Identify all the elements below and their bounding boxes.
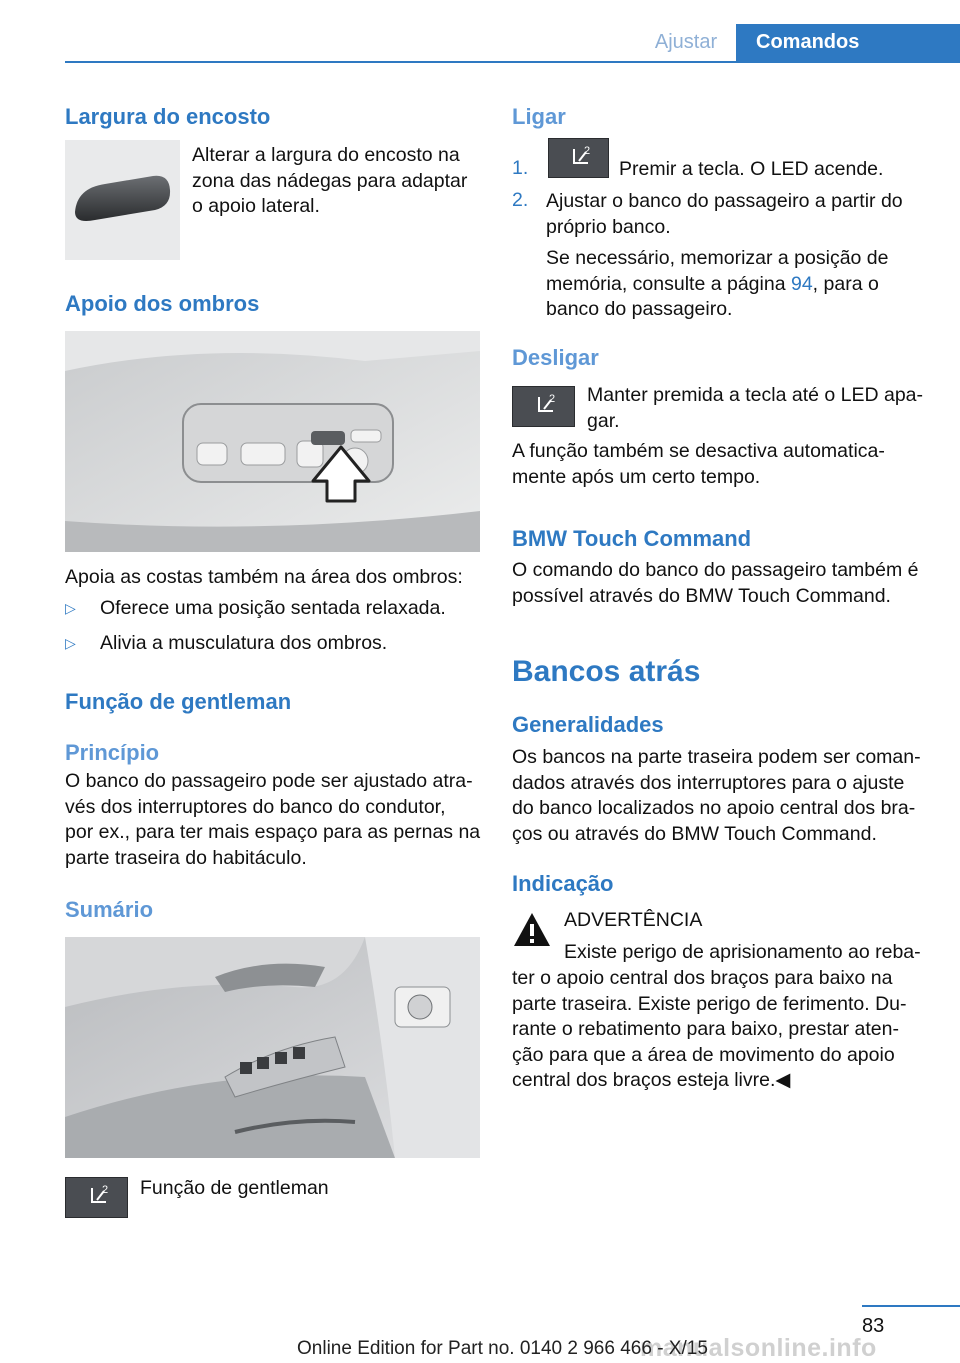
warning-triangle-icon bbox=[512, 910, 552, 950]
text-line: banco do passageiro. bbox=[546, 298, 733, 320]
heading-funcao-de-gentleman: Função de gentleman bbox=[65, 689, 292, 714]
text-line: o apoio lateral. bbox=[192, 195, 320, 217]
text-line: ter o apoio central dos braços para baixo na bbox=[512, 967, 893, 989]
text-line: Alterar a largura do encosto na bbox=[192, 144, 460, 166]
text-line: ços ou através do BMW Touch Command. bbox=[512, 822, 877, 845]
door-panel-image bbox=[65, 937, 480, 1158]
largura-text bbox=[192, 143, 467, 220]
svg-text:2: 2 bbox=[584, 145, 591, 157]
bullet-triangle-icon: ▷ bbox=[65, 635, 76, 651]
watermark: manualsonline.info bbox=[640, 1334, 877, 1362]
text-line: Os bancos na parte traseira podem ser coman‐ bbox=[512, 746, 921, 768]
step-1-text: Premir a tecla. O LED acende. bbox=[619, 158, 884, 180]
lumbar-switch-illustration bbox=[65, 140, 180, 260]
header-rule bbox=[65, 61, 960, 63]
heading-bmw-touch-command: BMW Touch Command bbox=[512, 526, 752, 551]
text-fragment: , para o bbox=[812, 272, 879, 295]
text-line: parte traseira do habitáculo. bbox=[65, 846, 307, 869]
heading-largura-do-encosto: Largura do encosto bbox=[65, 104, 271, 129]
gentleman-seat-icon bbox=[66, 1178, 127, 1217]
text-line: do banco localizados no apoio central dos bra‐ bbox=[512, 797, 916, 819]
heading-ligar: Ligar bbox=[512, 104, 566, 129]
text-line: vés dos interruptores do banco do condutor, bbox=[65, 795, 446, 818]
text-line: A função também se desactiva automatica‐ bbox=[512, 440, 885, 462]
seat-controls-illustration bbox=[65, 331, 480, 552]
text-line: ção para que a área de movimento do apoio bbox=[512, 1043, 895, 1066]
heading-principio: Princípio bbox=[65, 740, 160, 765]
tab-comandos[interactable]: Comandos bbox=[736, 24, 960, 61]
text-line: O banco do passageiro pode ser ajustado atra‐ bbox=[65, 770, 473, 792]
desligar-text bbox=[587, 383, 923, 434]
text-line bbox=[546, 272, 889, 298]
text-line: possível através do BMW Touch Command. bbox=[512, 584, 891, 607]
apoio-bullet-2: Alivia a musculatura dos ombros. bbox=[100, 632, 388, 654]
touch-text bbox=[512, 558, 919, 609]
text-line: parte traseira. Existe perigo de ferimento. Du‐ bbox=[512, 992, 907, 1015]
text-line: Ajustar o banco do passageiro a partir do bbox=[546, 190, 903, 212]
text-line: rante o rebatimento para baixo, prestar aten‐ bbox=[512, 1018, 899, 1040]
text-line: mente após um certo tempo. bbox=[512, 465, 761, 488]
tab-ajustar[interactable]: Ajustar bbox=[654, 31, 718, 53]
seat-controls-image bbox=[65, 331, 480, 552]
text-line: zona das nádegas para adaptar bbox=[192, 169, 468, 192]
apoio-intro: Apoia as costas também na área dos ombros: bbox=[65, 566, 463, 588]
step-1-number: 1. bbox=[512, 157, 529, 179]
lumbar-switch-image bbox=[65, 140, 180, 260]
text-line: O comando do banco do passageiro também é bbox=[512, 559, 919, 581]
page-number: 83 bbox=[862, 1315, 885, 1337]
text-line: central dos braços esteja livre.◀ bbox=[512, 1069, 791, 1091]
desligar-after-text bbox=[512, 439, 885, 490]
step-2-number: 2. bbox=[512, 189, 529, 211]
warning-text bbox=[512, 966, 907, 1094]
text-line: Se necessário, memorizar a posição de bbox=[546, 247, 889, 269]
gentleman-button-icon bbox=[548, 138, 609, 178]
step-2-subtext bbox=[546, 246, 889, 323]
step-2-text bbox=[546, 189, 903, 240]
apoio-bullet-1: Oferece uma posição sentada relaxada. bbox=[100, 597, 446, 619]
text-line: próprio banco. bbox=[546, 215, 671, 238]
footer-rule bbox=[862, 1305, 960, 1307]
warning-triangle-glyph bbox=[512, 910, 552, 950]
heading-indicacao: Indicação bbox=[512, 871, 614, 896]
text-line: por ex., para ter mais espaço para as pernas na bbox=[65, 821, 481, 843]
svg-text:2: 2 bbox=[549, 393, 556, 405]
gentleman-button-icon bbox=[512, 386, 575, 427]
gentleman-seat-icon bbox=[513, 387, 574, 426]
door-panel-illustration bbox=[65, 937, 480, 1158]
warning-first-line: Existe perigo de aprisionamento ao reba‐ bbox=[564, 941, 921, 963]
gentleman-seat-icon bbox=[549, 139, 608, 177]
text-line: dados através dos interruptores para o ajuste bbox=[512, 771, 905, 794]
heading-generalidades: Generalidades bbox=[512, 712, 664, 737]
heading-desligar: Desligar bbox=[512, 345, 599, 370]
heading-apoio-dos-ombros: Apoio dos ombros bbox=[65, 291, 260, 316]
heading-sumario: Sumário bbox=[65, 897, 154, 922]
page-94-link[interactable]: 94 bbox=[790, 272, 813, 295]
text-line: gar. bbox=[587, 409, 620, 432]
generalidades-text bbox=[512, 745, 921, 847]
principio-text bbox=[65, 769, 480, 871]
svg-text:2: 2 bbox=[102, 1184, 109, 1196]
text-fragment: memória, consulte a página bbox=[546, 272, 791, 295]
bullet-triangle-icon: ▷ bbox=[65, 600, 76, 616]
warning-title: ADVERTÊNCIA bbox=[564, 909, 703, 931]
gentleman-button-icon bbox=[65, 1177, 128, 1218]
gentleman-button-caption: Função de gentleman bbox=[140, 1177, 329, 1199]
footer-edition: Online Edition for Part no. 0140 2 966 466 - X/15 bbox=[297, 1338, 708, 1359]
heading-bancos-atras: Bancos atrás bbox=[512, 655, 701, 688]
text-line: Manter premida a tecla até o LED apa‐ bbox=[587, 384, 924, 406]
